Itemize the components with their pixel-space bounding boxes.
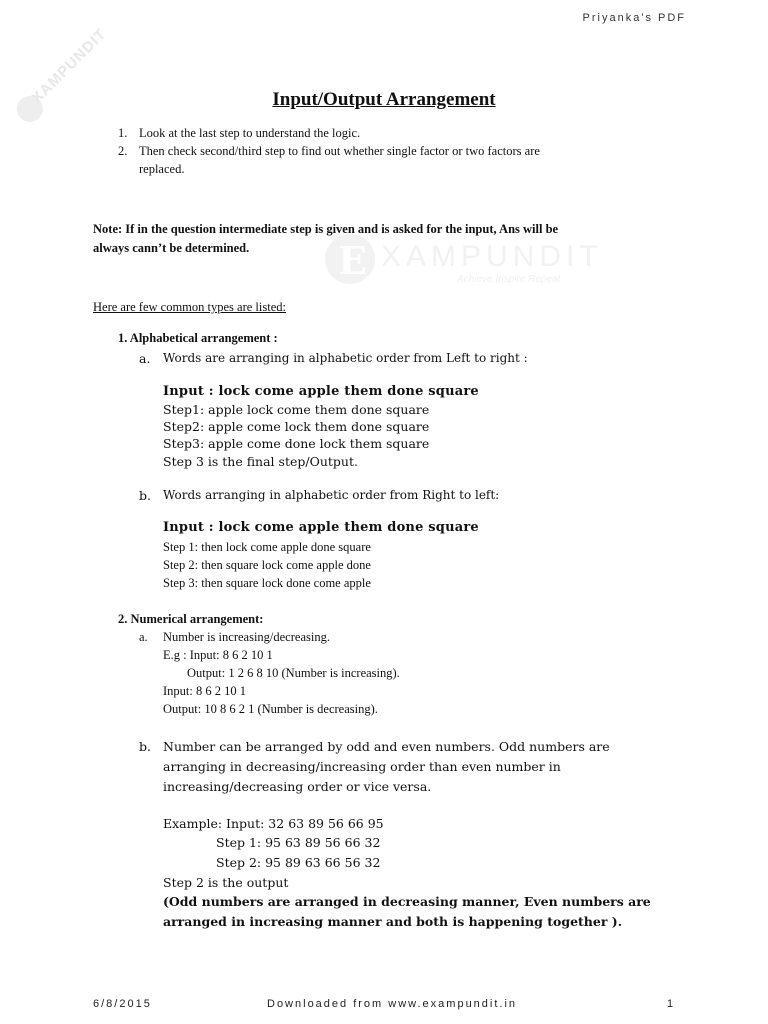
- intro-step-text: Look at the last step to understand the logic.: [139, 126, 361, 140]
- intro-step-text: Then check second/third step to find out whether single factor or two factors are: [139, 144, 540, 158]
- exampundit-corner-logo: [0, 13, 116, 147]
- intro-step-num: 1.: [118, 126, 128, 140]
- intro-step-num: 2.: [118, 144, 128, 158]
- explanation-line: (Odd numbers are arranged in decreasing manner, Even numbers are: [163, 894, 651, 909]
- logo-letter: E: [338, 238, 367, 283]
- logo-tagline: Achieve.Inspire.Repeat: [457, 274, 561, 285]
- logo-text: XAMPUNDIT: [28, 25, 110, 107]
- example-output: Output: 10 8 6 2 1 (Number is decreasing).: [163, 702, 378, 716]
- paragraph-line: arranging in decreasing/increasing order than even number in: [163, 759, 561, 774]
- subsection-text: Number is increasing/decreasing.: [163, 630, 330, 644]
- intro-step-text: replaced.: [139, 162, 185, 176]
- types-heading: Here are few common types are listed:: [93, 300, 286, 314]
- paragraph-line: increasing/decreasing order or vice versa.: [163, 779, 432, 794]
- example-input: Input: 8 6 2 10 1: [163, 684, 246, 698]
- subsection-label: b.: [139, 488, 151, 503]
- subsection-label: a.: [139, 630, 148, 644]
- step-line: Step 1: then lock come apple done square: [163, 540, 371, 554]
- example-output: Output: 1 2 6 8 10 (Number is increasing).: [187, 666, 400, 680]
- step-line: Step 3: then square lock done come apple: [163, 576, 371, 590]
- subsection-label: b.: [139, 739, 151, 754]
- explanation-line: arranged in increasing manner and both is happening together ).: [163, 914, 623, 929]
- subsection-text: Words are arranging in alphabetic order from Left to right :: [163, 351, 528, 365]
- input-line: Input : lock come apple them done square: [163, 520, 479, 535]
- header-owner: Priyanka's PDF: [582, 12, 686, 24]
- subsection-label: a.: [139, 351, 151, 366]
- step-line: Step 1: 95 63 89 56 66 32: [216, 835, 381, 850]
- step-line: Step 2: then square lock come apple done: [163, 558, 371, 572]
- section-heading: 2. Numerical arrangement:: [118, 612, 264, 626]
- step-line: Step3: apple come done lock them square: [163, 436, 430, 451]
- step-line: Step 2: 95 89 63 66 56 32: [216, 855, 381, 870]
- step-line: Step2: apple come lock them done square: [163, 419, 430, 434]
- footer-page-number: 1: [667, 998, 676, 1010]
- footer-date: 6/8/2015: [93, 998, 152, 1010]
- paragraph-line: Number can be arranged by odd and even numbers. Odd numbers are: [163, 739, 610, 754]
- step-line: Step1: apple lock come them done square: [163, 402, 430, 417]
- step-line: Step 3 is the final step/Output.: [163, 454, 358, 469]
- output-note: Step 2 is the output: [163, 875, 289, 890]
- example-input: Example: Input: 32 63 89 56 66 95: [163, 816, 384, 831]
- subsection-text: Words arranging in alphabetic order from Right to left:: [163, 488, 500, 502]
- section-heading: 1. Alphabetical arrangement :: [118, 331, 278, 345]
- example-input: E.g : Input: 8 6 2 10 1: [163, 648, 273, 662]
- page-title: Input/Output Arrangement: [272, 89, 496, 110]
- exampundit-center-watermark: [325, 228, 615, 298]
- input-line: Input : lock come apple them done square: [163, 384, 479, 399]
- note-line: Note: If in the question intermediate step is given and is asked for the input, Ans will be: [93, 222, 559, 236]
- footer-source: Downloaded from www.exampundit.in: [267, 998, 518, 1010]
- logo-text: XAMPUNDIT: [381, 240, 603, 273]
- note-line: always cann’t be determined.: [93, 241, 250, 255]
